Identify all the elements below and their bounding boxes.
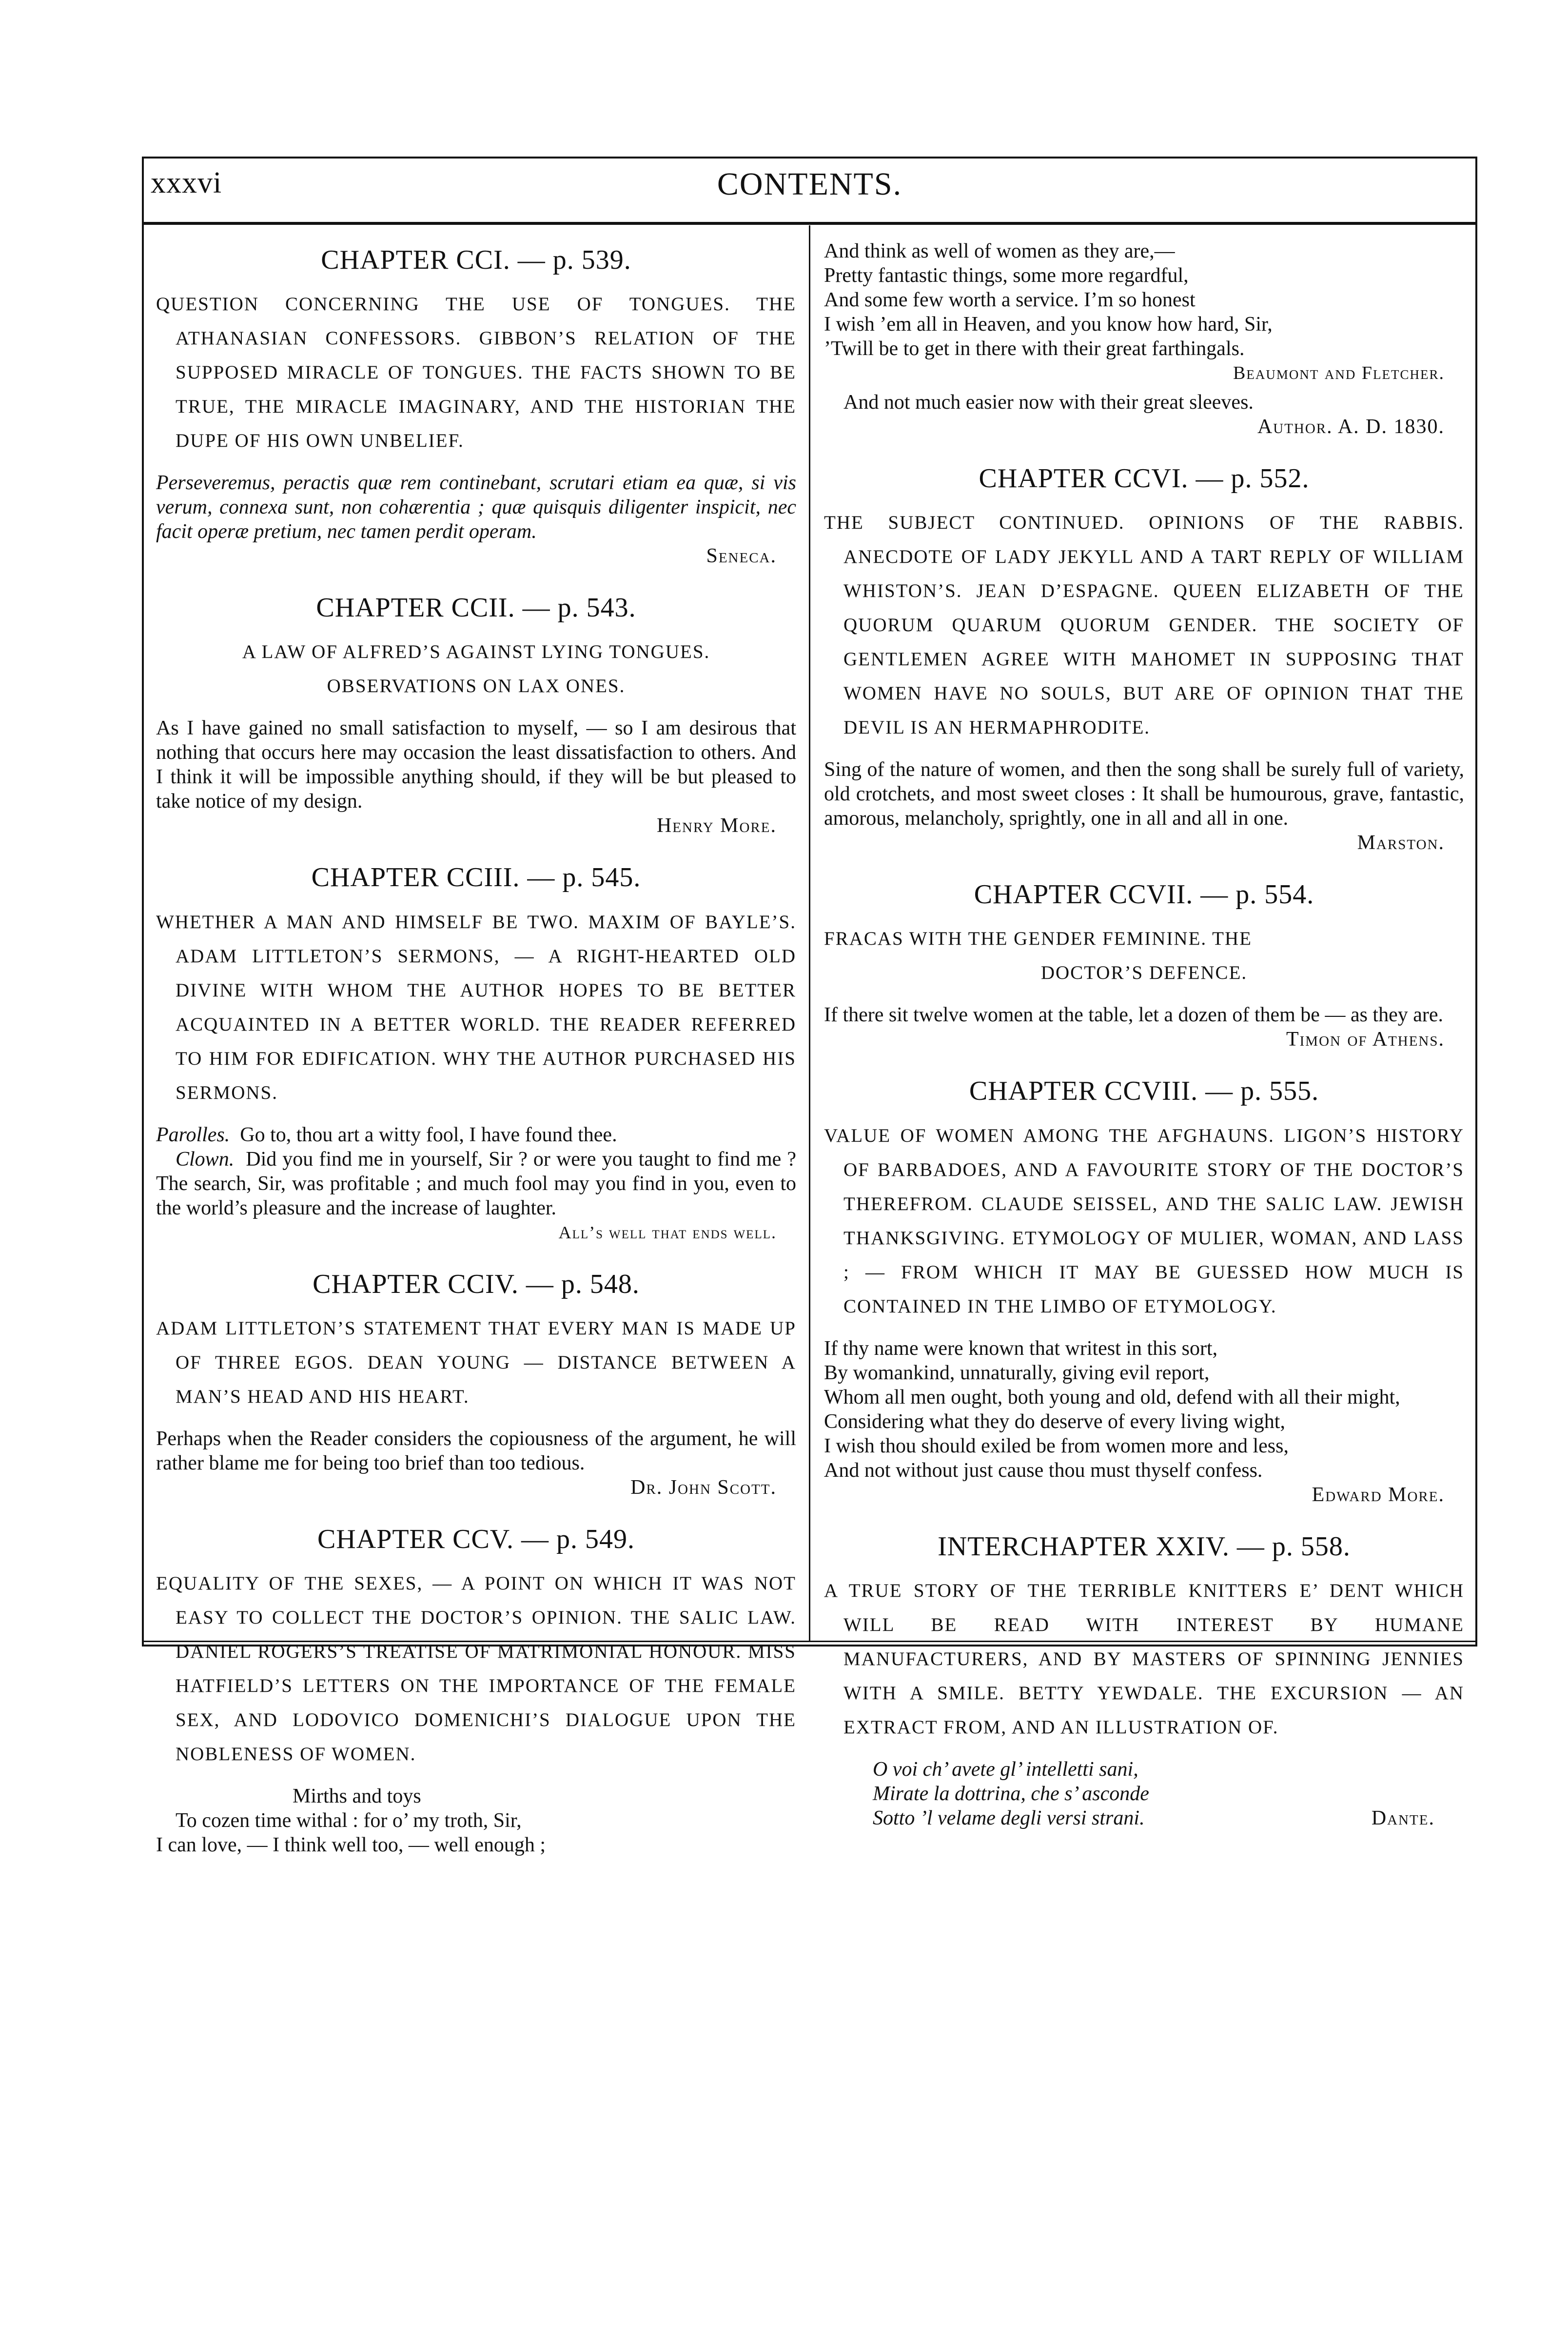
chapter-summary: ADAM LITTLETON’S STATEMENT THAT EVERY MAN IS MADE UP OF THREE EGOS. DEAN YOUNG — DISTANCE BETWEEN A MAN’S HEAD AND HIS HEART. <box>156 1317 796 1407</box>
verse-line: Whom all men ought, both young and old, defend with all their might, <box>824 1386 1400 1409</box>
chapter-ccv <box>156 1523 796 1857</box>
verse-line: I can love, — I think well too, — well enough ; <box>156 1833 546 1856</box>
chapter-title: INTERCHAPTER XXIV. — p. 558. <box>938 1531 1351 1562</box>
chapter-summary-line: DOCTOR’S DEFENCE. <box>1040 962 1248 984</box>
chapter-title: CHAPTER CCV. — p. 549. <box>317 1524 635 1554</box>
verse-line: And not much easier now with their great sleeves. <box>843 391 1254 414</box>
chapter-ccv-continued <box>824 239 1464 439</box>
epigraph-verse <box>156 1784 796 1857</box>
verse-line: Considering what they do deserve of every living wight, <box>824 1410 1285 1433</box>
chapter-summary: A TRUE STORY OF THE TERRIBLE KNITTERS E’ DENT WHICH WILL BE READ WITH INTEREST BY HUMANE MANUFACTURERS, AND BY MASTERS OF SPINNING JENNIES WITH A SMILE. BETTY YEWDALE. THE EXCURSION — AN EXTRACT FROM, AND AN ILLUSTRATION OF. <box>824 1580 1464 1738</box>
verse-line <box>873 1806 1464 1830</box>
page-number: xxxvi <box>151 166 222 199</box>
chapter-ccii <box>156 592 796 838</box>
chapter-title: CHAPTER CCVII. — p. 554. <box>974 879 1314 910</box>
verse-line: And think as well of women as they are,— <box>824 240 1175 262</box>
epigraph-verse <box>824 1336 1464 1507</box>
epigraph-attribution: Henry More. <box>656 814 777 837</box>
verse-line: I wish thou should exiled be from women more and less, <box>824 1434 1289 1457</box>
interchapter-xxiv <box>824 1530 1464 1830</box>
epigraph-attribution: Edward More. <box>1312 1483 1445 1506</box>
epigraph-attribution: Seneca. <box>706 545 777 568</box>
verse-line: I wish ’em all in Heaven, and you know how hard, Sir, <box>824 313 1273 336</box>
speaker-line: Go to, thou art a witty fool, I have found thee. <box>240 1123 617 1146</box>
chapter-summary: THE SUBJECT CONTINUED. OPINIONS OF THE RABBIS. ANECDOTE OF LADY JEKYLL AND A TART REPLY OF WILLIAM WHISTON’S. JEAN D’ESPAGNE. QUEEN ELIZABETH OF THE QUORUM QUARUM QUORUM GENDER. THE SOCIETY OF GENTLEMEN AGREE WITH MAHOMET IN SUPPOSING THAT WOMEN HAVE NO SOULS, BUT ARE OF OPINION THAT THE DEVIL IS AN HERMAPHRODITE. <box>824 512 1464 738</box>
epigraph-attribution: Beaumont and Fletcher. <box>1233 363 1445 383</box>
running-title: CONTENTS. <box>717 166 902 202</box>
verse-line: If thy name were known that writest in this sort, <box>824 1337 1218 1360</box>
verse-line: Mirths and toys <box>293 1785 421 1807</box>
epigraph-attribution: Dante. <box>1371 1806 1435 1829</box>
verse-line: To cozen time withal : for o’ my troth, Sir, <box>176 1809 522 1832</box>
epigraph <box>156 1427 796 1500</box>
chapter-summary: VALUE OF WOMEN AMONG THE AFGHAUNS. LIGON’S HISTORY OF BARBADOES, AND A FAVOURITE STORY OF THE DOCTOR’S THEREFROM. CLAUDE SEISSEL, AND THE SALIC LAW. JEWISH THANKSGIVING. ETYMOLOGY OF MULIER, WOMAN, AND LASS ; — FROM WHICH IT MAY BE GUESSED HOW MUCH IS CONTAINED IN THE LIMBO OF ETYMOLOGY. <box>824 1125 1464 1317</box>
epigraph-text: As I have gained no small satisfaction to myself, — so I am desirous that nothing that occurs here may occasion the least dissatisfaction to others. And I think it will be impossible anything should, if they will be but pleased to take notice of my design. <box>156 717 796 813</box>
chapter-ccvii <box>824 878 1464 1051</box>
verse-line-text: Sotto ’l velame degli versi strani. <box>873 1806 1145 1829</box>
chapter-summary: EQUALITY OF THE SEXES, — A POINT ON WHICH IT WAS NOT EASY TO COLLECT THE DOCTOR’S OPINION. THE SALIC LAW. DANIEL ROGERS’S TREATISE OF MATRIMONIAL HONOUR. MISS HATFIELD’S LETTERS ON THE IMPORTANCE OF THE FEMALE SEX, AND LODOVICO DOMENICHI’S DIALOGUE UPON THE NOBLENESS OF WOMEN. <box>156 1572 796 1765</box>
epigraph <box>156 471 796 568</box>
verse-line: Pretty fantastic things, some more regardful, <box>824 264 1189 287</box>
verse-line: And some few worth a service. I’m so honest <box>824 289 1196 311</box>
chapter-summary: WHETHER A MAN AND HIMSELF BE TWO. MAXIM OF BAYLE’S. ADAM LITTLETON’S SERMONS, — A RIGHT-HEARTED OLD DIVINE WITH WHOM THE AUTHOR HOPES TO BE BETTER ACQUAINTED IN A BETTER WORLD. THE READER REFERRED TO HIM FOR EDIFICATION. WHY THE AUTHOR PURCHASED HIS SERMONS. <box>156 911 796 1103</box>
right-column <box>824 239 1464 1854</box>
chapter-ccviii <box>824 1075 1464 1507</box>
epigraph-attribution: Timon of Athens. <box>1286 1028 1445 1051</box>
chapter-summary-line: FRACAS WITH THE GENDER FEMININE. THE <box>824 928 1252 950</box>
chapter-summary: QUESTION CONCERNING THE USE OF TONGUES. THE ATHANASIAN CONFESSORS. GIBBON’S RELATION OF THE SUPPOSED MIRACLE OF TONGUES. THE FACTS SHOWN TO BE TRUE, THE MIRACLE IMAGINARY, AND THE HISTORIAN THE DUPE OF HIS OWN UNBELIEF. <box>156 294 796 452</box>
chapter-title: CHAPTER CCIV. — p. 548. <box>313 1269 640 1299</box>
epigraph-text: If there sit twelve women at the table, let a dozen of them be — as they are. <box>824 1004 1444 1027</box>
epigraph <box>824 757 1464 855</box>
epigraph <box>156 716 796 838</box>
speaker-name: Clown. <box>176 1148 235 1170</box>
page-header <box>142 161 1477 219</box>
header-rule <box>142 222 1477 225</box>
verse-line: ’Twill be to get in there with their great farthingals. <box>824 337 1245 360</box>
chapter-title: CHAPTER CCVI. — p. 552. <box>979 463 1310 494</box>
epigraph-text: Perseveremus, peractis quæ rem continebant, scrutari etiam ea quæ, si vis verum, connexa sunt, non cohærentia ; quæ quisquis diligenter inspicit, nec facit operæ pretium, nec tamen perdit operam. <box>156 472 796 543</box>
chapter-summary-line: OBSERVATIONS ON LAX ONES. <box>327 675 626 697</box>
verse-line: O voi ch’ avete gl’ intelletti sani, <box>873 1758 1138 1781</box>
epigraph <box>824 1003 1464 1051</box>
chapter-cciii <box>156 861 796 1244</box>
epigraph-verse <box>824 239 1464 439</box>
verse-line: Mirate la dottrina, che s’ asconde <box>873 1782 1149 1805</box>
epigraph-attribution: Dr. John Scott. <box>630 1476 777 1499</box>
epigraph <box>156 1123 796 1245</box>
speaker-name: Parolles. <box>156 1123 230 1146</box>
verse-line: And not without just cause thou must thyself confess. <box>824 1459 1263 1482</box>
chapter-cci <box>156 244 796 568</box>
epigraph-attribution: Marston. <box>1357 832 1445 854</box>
chapter-cciv <box>156 1268 796 1500</box>
epigraph-attribution: Author. A. D. 1830. <box>1257 416 1445 438</box>
left-column <box>156 244 796 1881</box>
chapter-title: CHAPTER CCII. — p. 543. <box>316 593 636 623</box>
epigraph-verse <box>824 1757 1464 1830</box>
chapter-title: CHAPTER CCVIII. — p. 555. <box>969 1076 1319 1107</box>
chapter-title: CHAPTER CCI. — p. 539. <box>321 245 631 275</box>
epigraph-attribution: All’s well that ends well. <box>558 1222 777 1242</box>
column-divider <box>809 225 810 1641</box>
epigraph-text: Perhaps when the Reader considers the copiousness of the argument, he will rather blame me for being too brief than too tedious. <box>156 1427 796 1474</box>
chapter-summary-line: A LAW OF ALFRED’S AGAINST LYING TONGUES. <box>242 641 710 663</box>
chapter-title: CHAPTER CCIII. — p. 545. <box>311 862 641 893</box>
verse-line: By womankind, unnaturally, giving evil report, <box>824 1361 1210 1384</box>
chapter-ccvi <box>824 462 1464 855</box>
speaker-line: Did you find me in yourself, Sir ? or were you taught to find me ? The search, Sir, was profitable ; and much fool may you find in you, even to the world’s pleasure and the increase of laughter. <box>156 1148 796 1219</box>
epigraph-text: Sing of the nature of women, and then the song shall be surely full of variety, old crotchets, and most sweet closes : It shall be humourous, grave, fantastic, amorous, melancholy, sprightly, one in all and all in one. <box>824 758 1464 830</box>
